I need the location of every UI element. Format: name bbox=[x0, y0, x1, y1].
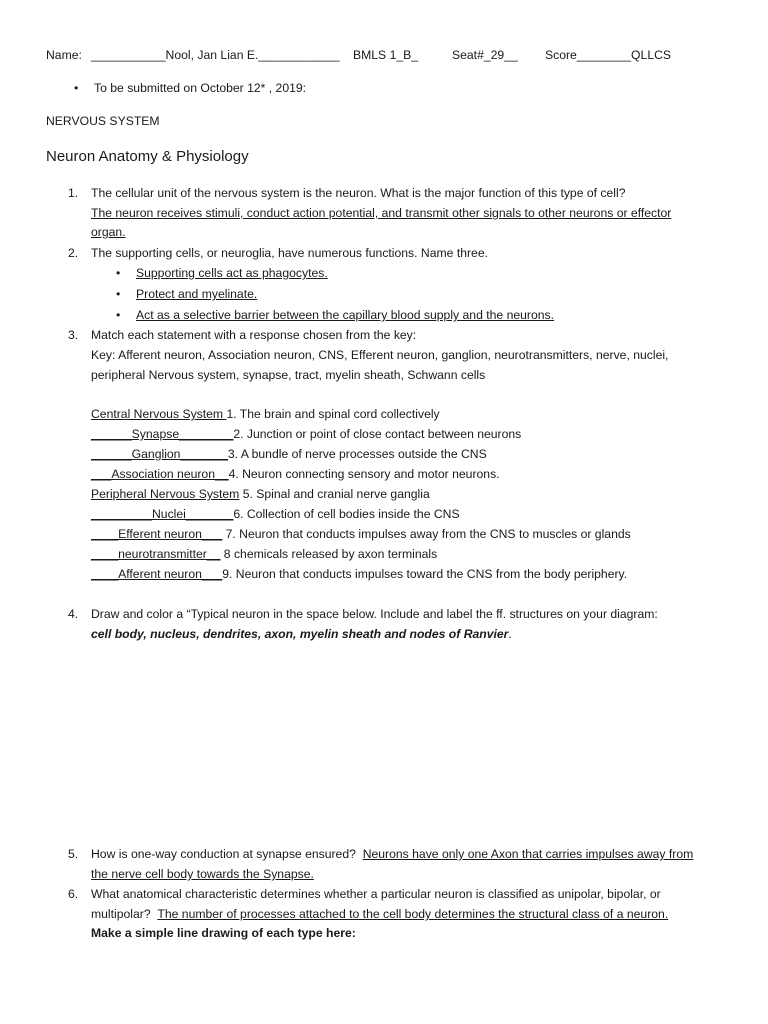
match-row bbox=[91, 445, 487, 464]
q5-answer: Neurons have only one Axon that carries impulses away from bbox=[362, 847, 694, 861]
q1-answer-line2: organ. bbox=[91, 225, 126, 239]
name-label: Name: bbox=[46, 48, 82, 62]
q6-question-line2: multipolar? bbox=[91, 907, 151, 921]
q5-answer-line2: the nerve cell body towards the Synapse. bbox=[91, 867, 314, 881]
match-answer: ____neurotransmitter__ bbox=[91, 547, 221, 561]
match-row bbox=[91, 425, 521, 444]
match-statement: 5. Spinal and cranial nerve ganglia bbox=[239, 487, 430, 501]
match-row bbox=[91, 525, 631, 544]
match-statement: 2. Junction or point of close contact between neurons bbox=[233, 427, 522, 441]
q4-number: 4. bbox=[68, 607, 79, 621]
match-statement: 8 chemicals released by axon terminals bbox=[220, 547, 438, 561]
match-row bbox=[91, 405, 440, 424]
student-name: ___________Nool, Jan Lian E.____________ bbox=[91, 48, 340, 62]
match-answer: ______Ganglion_______ bbox=[91, 447, 228, 461]
match-row bbox=[91, 485, 430, 504]
match-statement: 9. Neuron that conducts impulses toward the CNS from the body periphery. bbox=[222, 567, 628, 581]
q3-key-line1: Key: Afferent neuron, Association neuron, CNS, Efferent neuron, ganglion, neurotransmitters, nerve, nuclei, bbox=[91, 348, 669, 362]
match-answer: Central Nervous System bbox=[91, 407, 227, 421]
match-statement: 1. The brain and spinal cord collectively bbox=[226, 407, 440, 421]
match-answer: ____Efferent neuron___ bbox=[91, 527, 223, 541]
q4-structures-line bbox=[91, 625, 512, 644]
q5-number: 5. bbox=[68, 847, 79, 861]
section-title: NERVOUS SYSTEM bbox=[46, 114, 160, 128]
q1-number: 1. bbox=[68, 186, 79, 200]
q6-number: 6. bbox=[68, 887, 79, 901]
q2-answer-item: • Protect and myelinate. bbox=[136, 285, 257, 304]
submission-note: • To be submitted on October 12* , 2019: bbox=[94, 79, 306, 98]
match-answer: ______Synapse________ bbox=[91, 427, 234, 441]
match-answer: ____Afferent neuron___ bbox=[91, 567, 223, 581]
q2-answer-item: • Act as a selective barrier between the capillary blood supply and the neurons. bbox=[136, 306, 554, 325]
drawing-area[interactable] bbox=[91, 650, 711, 835]
q6-line2 bbox=[91, 905, 668, 924]
match-statement: 3. A bundle of nerve processes outside the CNS bbox=[227, 447, 487, 461]
q3-question: Match each statement with a response chosen from the key: bbox=[91, 328, 417, 342]
q4-structures: cell body, nucleus, dendrites, axon, myelin sheath and nodes of Ranvier bbox=[91, 627, 509, 641]
q3-key-line2: peripheral Nervous system, synapse, tract, myelin sheath, Schwann cells bbox=[91, 368, 486, 382]
q1-question: The cellular unit of the nervous system is the neuron. What is the major function of this type of cell? bbox=[91, 186, 626, 200]
score-field: Score________QLLCS bbox=[545, 48, 672, 62]
match-row bbox=[91, 465, 500, 484]
match-answer: ___Association neuron__ bbox=[91, 467, 229, 481]
page-heading: Neuron Anatomy & Physiology bbox=[46, 148, 249, 165]
q6-question-line1: What anatomical characteristic determines whether a particular neuron is classified as unipolar, bipolar, or bbox=[91, 887, 661, 901]
q3-number: 3. bbox=[68, 328, 79, 342]
q2-question: The supporting cells, or neuroglia, have numerous functions. Name three. bbox=[91, 246, 488, 260]
match-statement: 4. Neuron connecting sensory and motor neurons. bbox=[228, 467, 500, 481]
match-row bbox=[91, 545, 437, 564]
q6-answer: The number of processes attached to the cell body determines the structural class of a neuron. bbox=[157, 907, 669, 921]
match-answer: Peripheral Nervous System bbox=[91, 487, 240, 501]
match-row bbox=[91, 565, 627, 584]
q2-number: 2. bbox=[68, 246, 79, 260]
class-section: BMLS 1_B_ bbox=[353, 48, 419, 62]
match-answer: _________Nuclei_______ bbox=[91, 507, 234, 521]
q5-question: How is one-way conduction at synapse ensured? bbox=[91, 847, 356, 861]
q1-answer-line1: The neuron receives stimuli, conduct action potential, and transmit other signals to other neurons or effector bbox=[91, 206, 672, 220]
q4-structures-end: . bbox=[508, 627, 512, 641]
match-statement: 7. Neuron that conducts impulses away from the CNS to muscles or glands bbox=[222, 527, 631, 541]
q4-question: Draw and color a “Typical neuron in the space below. Include and label the ff. structures on your diagram: bbox=[91, 607, 658, 621]
match-row bbox=[91, 505, 460, 524]
q6-instruction: Make a simple line drawing of each type here: bbox=[91, 926, 356, 940]
match-statement: 6. Collection of cell bodies inside the CNS bbox=[233, 507, 460, 521]
q2-answer-item: • Supporting cells act as phagocytes. bbox=[136, 264, 328, 283]
q5-line1 bbox=[91, 845, 693, 864]
seat-number: Seat#_29__ bbox=[452, 48, 518, 62]
